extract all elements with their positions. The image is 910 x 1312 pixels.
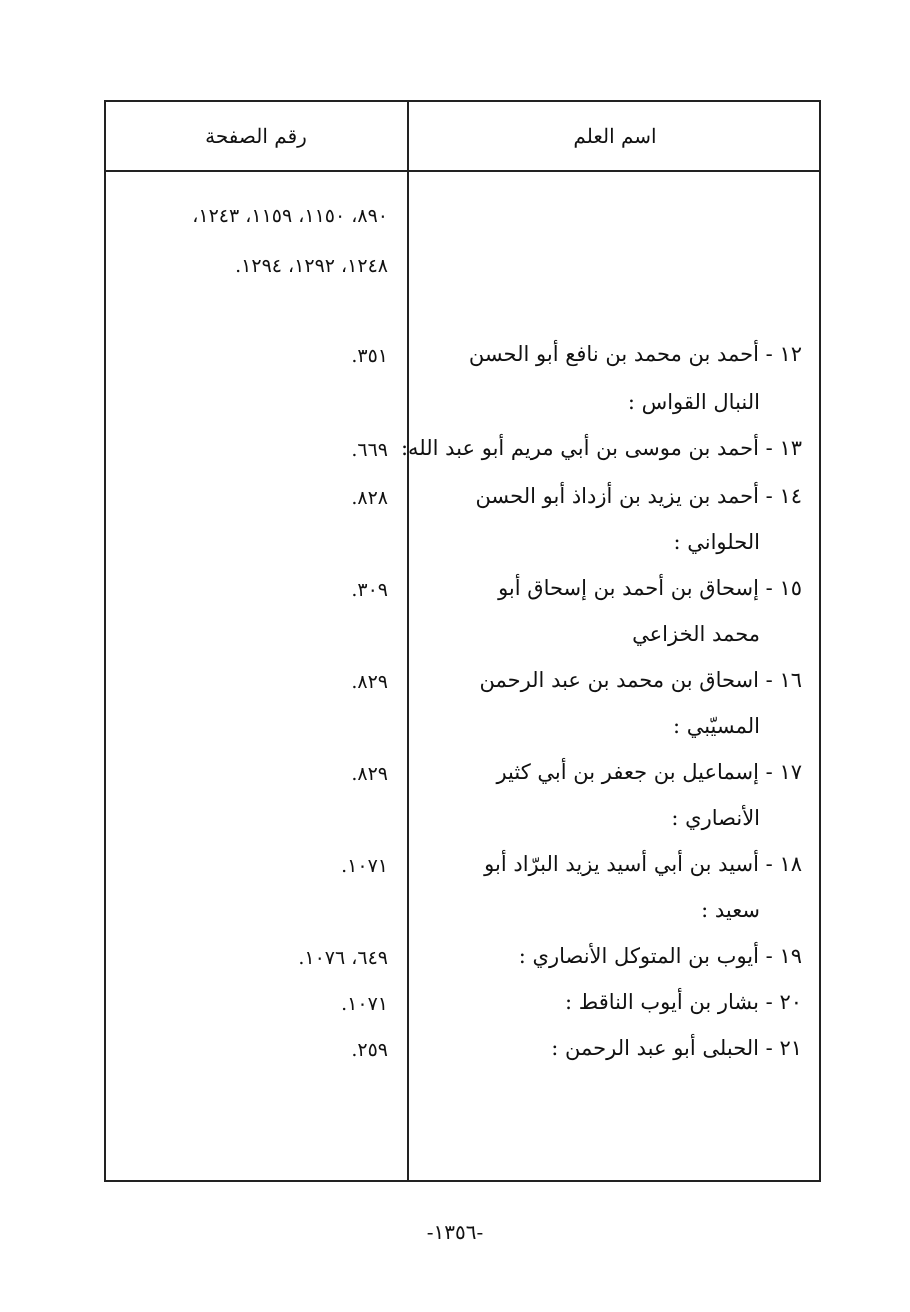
continued-pages-line: ١٢٤٨، ١٢٩٢، ١٢٩٤. [235,255,388,277]
entry-pages: ١٠٧١. [341,993,388,1015]
entry-pages: ٣٥١. [351,345,388,367]
entry-pages: ٨٢٩. [351,763,388,785]
entry-name: أحمد بن موسى بن أبي مريم أبو عبد الله: [400,436,759,460]
entry-line: ١٨ - أسيد بن أبي أسيد يزيد البرّاد أبو [484,852,802,876]
entry-name: الحبلى أبو عبد الرحمن : [551,1036,759,1060]
entry-line: ١٧ - إسماعيل بن جعفر بن أبي كثير [496,760,802,784]
entry-pages: ٦٦٩. [351,439,388,461]
entry-continuation: سعيد : [701,898,760,922]
entry-number: ٢١ [779,1036,802,1060]
entry-number: ١٧ [779,760,802,784]
entry-line: ١٤ - أحمد بن يزيد بن أزداذ أبو الحسن [475,484,802,508]
entry-continuation: الأنصاري : [671,806,760,830]
entry-pages: ٣٠٩. [351,579,388,601]
continued-pages-line: ٨٩٠، ١١٥٠، ١١٥٩، ١٢٤٣، [192,205,388,227]
entry-pages: ٢٥٩. [351,1039,388,1061]
entry-number: ١٥ [779,576,802,600]
entry-number: ١٩ [779,944,802,968]
entry-line: ٢١ - الحبلى أبو عبد الرحمن : [551,1036,802,1060]
page-number: -١٣٥٦- [426,1220,484,1244]
entry-name: أحمد بن محمد بن نافع أبو الحسن [468,342,759,366]
entry-name: إسماعيل بن جعفر بن أبي كثير [496,760,759,784]
pages-column-header: رقم الصفحة [205,124,307,148]
entry-continuation: المسيّبي : [672,714,760,738]
entry-pages: ٦٤٩، ١٠٧٦. [298,947,388,969]
entry-name: أحمد بن يزيد بن أزداذ أبو الحسن [475,484,759,508]
entry-name: أيوب بن المتوكل الأنصاري : [518,944,759,968]
entry-pages: ١٠٧١. [341,855,388,877]
entry-continuation: محمد الخزاعي [632,622,760,646]
entry-name: إسحاق بن أحمد بن إسحاق أبو [498,576,759,600]
entry-number: ١٢ [779,342,802,366]
entry-line: ١٥ - إسحاق بن أحمد بن إسحاق أبو [498,576,802,600]
entry-line: ١٩ - أيوب بن المتوكل الأنصاري : [518,944,802,968]
entry-line: ١٢ - أحمد بن محمد بن نافع أبو الحسن [468,342,802,366]
header-rule [104,170,821,172]
entry-number: ١٤ [779,484,802,508]
entry-pages: ٨٢٨. [351,487,388,509]
entry-name: بشار بن أيوب الناقط : [565,990,759,1014]
entry-continuation: النبال القواس : [627,390,760,414]
entry-number: ١٨ [779,852,802,876]
entry-number: ١٣ [779,436,802,460]
entry-line: ١٦ - اسحاق بن محمد بن عبد الرحمن [479,668,802,692]
entry-line: ٢٠ - بشار بن أيوب الناقط : [565,990,802,1014]
entry-name: أسيد بن أبي أسيد يزيد البرّاد أبو [484,852,759,876]
entry-number: ١٦ [779,668,802,692]
entry-name: اسحاق بن محمد بن عبد الرحمن [479,668,759,692]
entry-pages: ٨٢٩. [351,671,388,693]
name-column-header: اسم العلم [573,124,657,148]
entry-number: ٢٠ [779,990,802,1014]
entry-line: ١٣ - أحمد بن موسى بن أبي مريم أبو عبد الله: [400,436,802,460]
entry-continuation: الحلواني : [673,530,760,554]
